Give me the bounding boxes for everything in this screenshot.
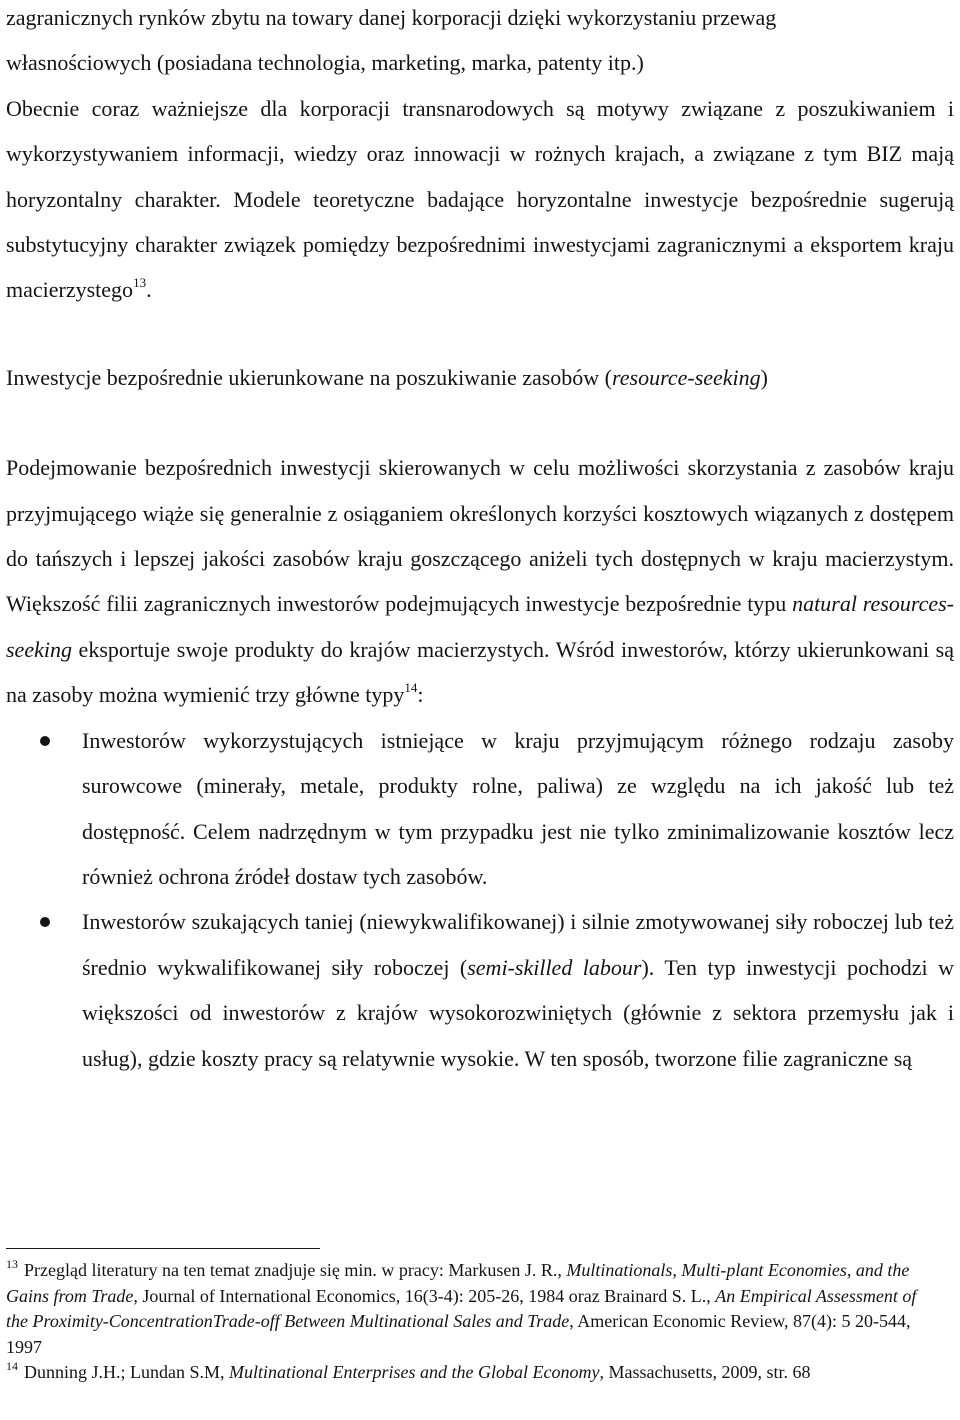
italic-term-natural-resources: natural resources-seeking bbox=[6, 591, 954, 662]
heading-italic-term: resource-seeking bbox=[612, 364, 761, 390]
intro-line-1: zagranicznych rynków zbytu na towary danej korporacji dzięki wykorzystaniu przewag bbox=[6, 5, 777, 30]
footnote-ref-14[interactable]: 14 bbox=[404, 680, 418, 696]
intro-line-2: własnościowych (posiadana technologia, marketing, marka, patenty itp.) bbox=[6, 50, 644, 76]
italic-term-semi-skilled: semi-skilled labour bbox=[467, 954, 642, 980]
list-item: Inwestorów wykorzystujących istniejące w kraju przyjmującym różnego rodzaju zasoby surowcowe (minerały, metale, produkty rolne, paliwa) ze względu na ich jakość lub też dostępność. Celem nadrzędnym w tym przypadku jest nie tylko zminimalizowanie kosztów lecz również ochrona źródeł dostaw tych zasobów. bbox=[6, 718, 954, 900]
bullet-icon bbox=[40, 736, 50, 746]
footnote-14: $^{14}$ Dunning J.H.; Lundan S.M, Multinational Enterprises and the Global Economy, Massachusetts, 2009, str. 68 bbox=[6, 1359, 811, 1383]
paragraph-intro: zagranicznych rynków zbytu na towary danej korporacji dzięki wykorzystaniu przewag własnościowych (posiadana technologia, marketing, marka, patenty itp.) Obecnie coraz ważniejsze dla korporacji transnarodowych są motywy związane z poszukiwaniem i wykorzystywaniem informacji, wiedzy oraz innowacji w rożnych krajach, a związane z tym BIZ mają horyzontalny charakter. Modele teoretyczne badające horyzontalne inwestycje bezpośrednie sugerują substytucyjny charakter związek pomiędzy bezpośrednimi inwestycjami zagranicznymi a eksportem kraju macierzystego$^{13}$. bbox=[6, 5, 954, 303]
footnote-number: 14 bbox=[6, 1359, 18, 1374]
intro-text: Obecnie coraz ważniejsze dla korporacji transnarodowych są motywy związane z poszukiwaniem i wykorzystywaniem informacji, wiedzy oraz innowacji w rożnych krajach, a związane z tym BIZ mają horyzontalny charakter. Modele teoretyczne badające horyzontalne inwestycje bezpośrednie sugerują substytucyjny charakter związek pomiędzy bezpośrednimi inwestycjami zagranicznymi a eksportem kraju macierzystego bbox=[6, 95, 954, 303]
paragraph-resource-seeking: Podejmowanie bezpośrednich inwestycji skierowanych w celu możliwości skorzystania z zasobów kraju przyjmującego wiąże się generalnie z osiąganiem określonych korzyści kosztowych wiązanych z dostępem do tańszych i lepszej jakości zasobów kraju goszczącego aniżeli tych dostępnych w kraju macierzystym. Większość filii zagranicznych inwestorów podejmujących inwestycje bezpośrednie typu natural resources-seeking eksportuje swoje produkty do krajów macierzystych. Wśród inwestorów, którzy ukierunkowani są na zasoby można wymienić trzy główne typy$^{14}$: bbox=[6, 455, 954, 708]
document-page bbox=[6, 0, 954, 1081]
investor-types-list bbox=[6, 718, 954, 1081]
bullet-icon bbox=[40, 917, 50, 927]
list-item: Inwestorów szukających taniej (niewykwalifikowanej) i silnie zmotywowanej siły roboczej lub też średnio wykwalifikowanej siły roboczej (semi-skilled labour). Ten typ inwestycji pochodzi w większości od inwestorów z krajów wysokorozwiniętych (głównie z sektora przemysłu jak i usług), gdzie koszty pracy są relatywnie wysokie. W ten sposób, tworzone filie zagraniczne są bbox=[6, 899, 954, 1081]
footnotes bbox=[6, 1258, 936, 1386]
section-heading: Inwestycje bezpośrednie ukierunkowane na poszukiwanie zasobów (resource-seeking) bbox=[6, 364, 768, 390]
footnote-number: 13 bbox=[6, 1257, 18, 1271]
footnote-divider bbox=[6, 1248, 320, 1249]
footnote-ref-13[interactable]: 13 bbox=[133, 275, 147, 291]
footnote-13: $^{13}$ Przegląd literatury na ten temat znadjuje się min. w pracy: Markusen J. R., Multinationals, Multi-plant Economies, and the Gains from Trade, Journal of International Economics, 16(3-4): 205-26, 1984 oraz Brainard S. L., An Empirical Assessment of the Proximity-ConcentrationTrade-off Between Multinational Sales and Trade, American Economic Review, 87(4): 5 20-544, 1997 bbox=[6, 1257, 917, 1357]
